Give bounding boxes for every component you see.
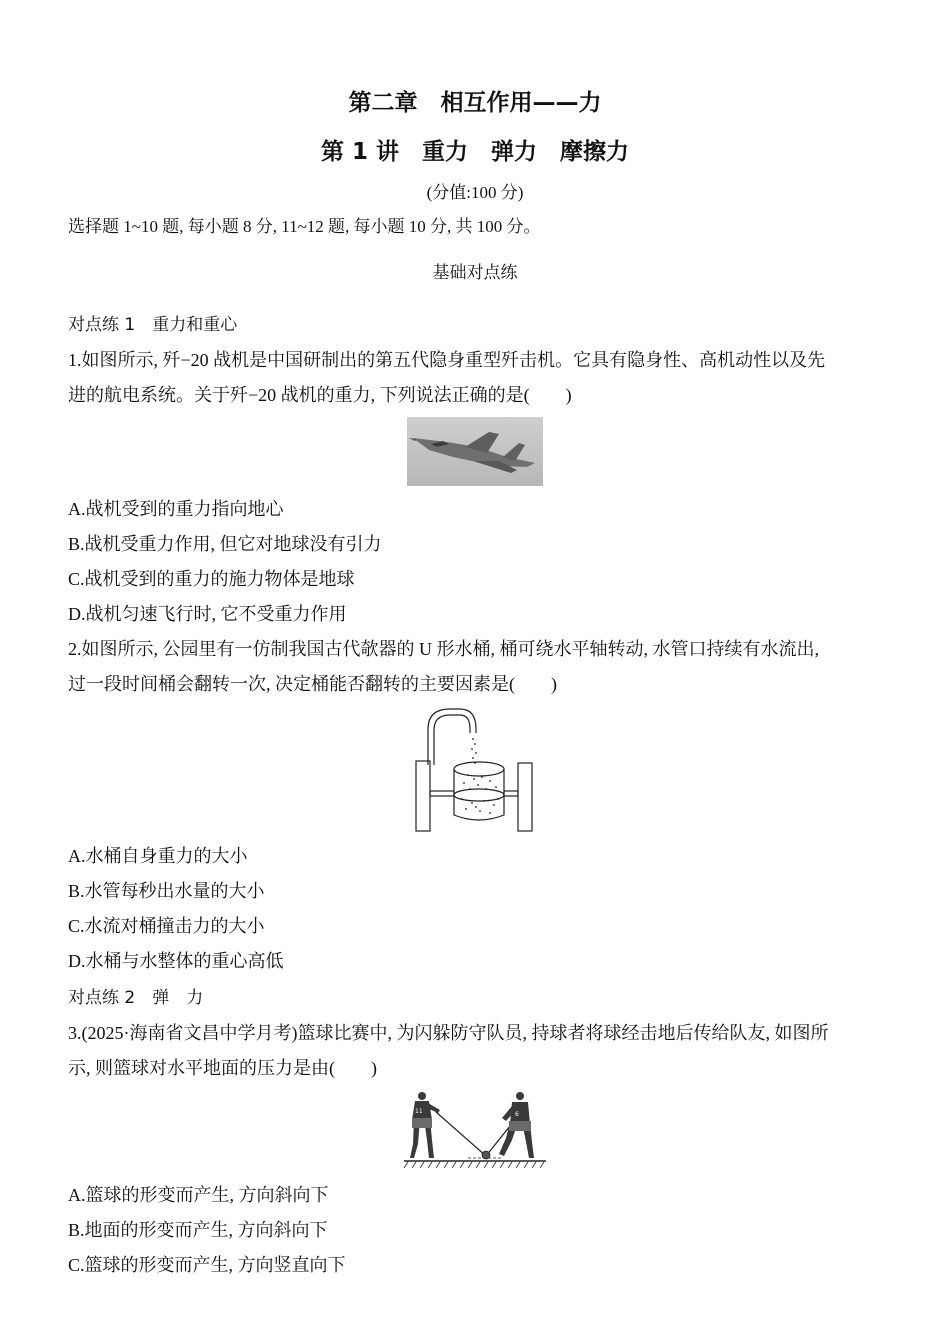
q1-option-c: C.战机受到的重力的施力物体是地球: [68, 569, 355, 589]
basketball-pass-figure: [402, 1088, 548, 1170]
q2-option-c: C.水流对桶撞击力的大小: [68, 916, 265, 936]
q3-stem-line2: 示, 则篮球对水平地面的压力是由( ): [68, 1058, 377, 1078]
lecture-title: 第 1 讲 重力 弹力 摩擦力: [320, 139, 630, 165]
section-title: 基础对点练: [432, 263, 518, 283]
q3-option-b: B.地面的形变而产生, 方向斜向下: [68, 1220, 328, 1240]
water-bucket-figure: [410, 703, 540, 833]
q2-option-a: A.水桶自身重力的大小: [68, 846, 248, 866]
topic2-heading: 对点练 2 弹 力: [68, 988, 204, 1008]
fighter-jet-figure: [407, 417, 543, 486]
q1-option-a: A.战机受到的重力指向地心: [68, 499, 284, 519]
q1-stem-line2: 进的航电系统。关于歼−20 战机的重力, 下列说法正确的是( ): [68, 385, 572, 405]
q1-option-b: B.战机受重力作用, 但它对地球没有引力: [68, 534, 382, 554]
chapter-title: 第二章 相互作用——力: [348, 90, 602, 116]
score-note: (分值:100 分): [426, 183, 524, 202]
q1-stem-line1: 1.如图所示, 歼−20 战机是中国研制出的第五代隐身重型歼击机。它具有隐身性、高机动性以及先: [68, 350, 826, 370]
q3-option-a: A.篮球的形变而产生, 方向斜向下: [68, 1185, 329, 1205]
svg-text:11: 11: [415, 1108, 423, 1115]
q1-option-d: D.战机匀速飞行时, 它不受重力作用: [68, 604, 347, 624]
q2-stem-line2: 过一段时间桶会翻转一次, 决定桶能否翻转的主要因素是( ): [68, 674, 557, 694]
q3-option-c: C.篮球的形变而产生, 方向竖直向下: [68, 1255, 346, 1275]
instructions: 选择题 1~10 题, 每小题 8 分, 11~12 题, 每小题 10 分, 共 100 分。: [68, 217, 541, 236]
topic1-heading: 对点练 1 重力和重心: [68, 315, 238, 335]
q2-option-d: D.水桶与水整体的重心高低: [68, 951, 284, 971]
q3-stem-line1: 3.(2025·海南省文昌中学月考)篮球比赛中, 为闪躲防守队员, 持球者将球经击地后传给队友, 如图所: [68, 1023, 829, 1043]
q2-option-b: B.水管每秒出水量的大小: [68, 881, 265, 901]
q2-stem-line1: 2.如图所示, 公园里有一仿制我国古代欹器的 U 形水桶, 桶可绕水平轴转动, 水管口持续有水流出,: [68, 639, 819, 659]
svg-text:6: 6: [515, 1111, 519, 1118]
